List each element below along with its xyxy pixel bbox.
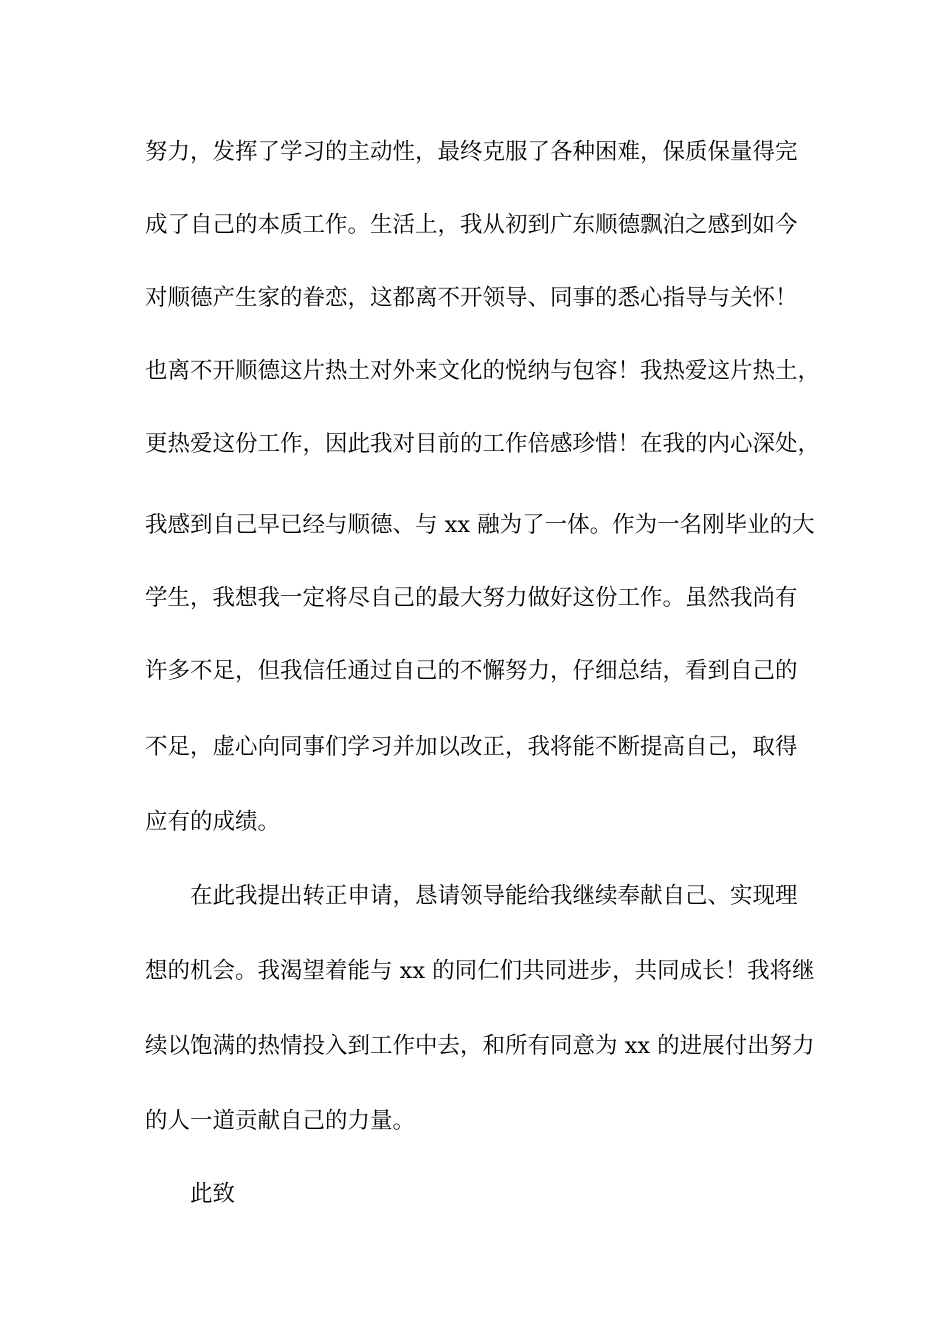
body-text-line: 也离不开顺德这片热土对外来文化的悦纳与包容！我热爱这片热土， [145, 358, 821, 384]
body-text-line: 应有的成绩。 [145, 809, 281, 835]
body-text-line: 成了自己的本质工作。生活上，我从初到广东顺德飘泊之感到如今 [145, 212, 798, 238]
body-text-line: 学生，我想我一定将尽自己的最大努力做好这份工作。虽然我尚有 [145, 585, 798, 611]
paragraph-first-line: 在此我提出转正申请，恳请领导能给我继续奉献自己、实现理 [190, 883, 798, 909]
body-text-line: 许多不足，但我信任通过自己的不懈努力，仔细总结，看到自己的 [145, 658, 798, 684]
body-text-line: 的人一道贡献自己的力量。 [145, 1108, 416, 1134]
body-text-line: 对顺德产生家的眷恋，这都离不开领导、同事的悉心指导与关怀！ [145, 285, 798, 311]
body-text-line: 更热爱这份工作，因此我对目前的工作倍感珍惜！在我的内心深处， [145, 431, 821, 457]
closing-salutation: 此致 [190, 1181, 236, 1207]
body-text-line: 努力，发挥了学习的主动性，最终克服了各种困难，保质保量得完 [145, 139, 798, 165]
body-text-line: 不足，虚心向同事们学习并加以改正，我将能不断提高自己，取得 [145, 734, 798, 760]
body-text-line: 我感到自己早已经与顺德、与 xx 融为了一体。作为一名刚毕业的大 [145, 512, 815, 538]
body-text-line: 续以饱满的热情投入到工作中去，和所有同意为 xx 的进展付出努力 [145, 1033, 815, 1059]
body-text-line: 想的机会。我渴望着能与 xx 的同仁们共同进步，共同成长！我将继 [145, 958, 815, 984]
